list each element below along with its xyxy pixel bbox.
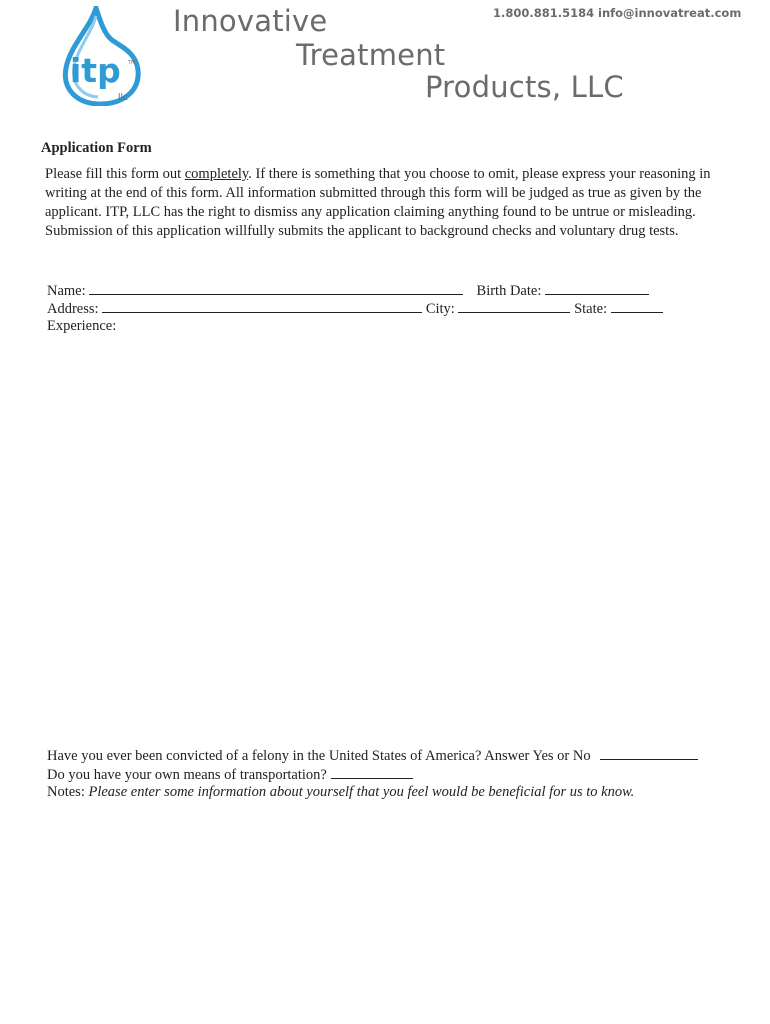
notes-row <box>47 784 634 801</box>
transport-row <box>47 765 413 784</box>
name-field[interactable] <box>89 281 463 295</box>
company-name-line3: Products, LLC <box>425 70 624 104</box>
transport-answer-field[interactable] <box>331 765 413 779</box>
email-address: info@innovatreat.com <box>598 6 742 20</box>
felony-answer-field[interactable] <box>600 746 698 760</box>
notes-label: Notes: <box>47 784 85 800</box>
transport-question: Do you have your own means of transportation? <box>47 767 327 783</box>
experience-label: Experience: <box>47 318 117 334</box>
logo-text: itp <box>70 51 121 90</box>
intro-text-rest: . If there is something that you choose to omit, please express your reasoning in writing at the end of this form. All information submitted through this form will be judged as true as given by the applicant. ITP, LLC has the right to dismiss any application claiming anything found to be untrue or misleading. Submission of this application willfully submits the applicant to background checks and voluntary drug tests. <box>45 166 711 239</box>
notes-prompt: Please enter some information about yourself that you feel would be beneficial for us to know. <box>88 784 635 800</box>
felony-row <box>47 746 698 765</box>
state-label: State: <box>574 301 608 317</box>
company-name-line1: Innovative <box>173 4 328 38</box>
address-label: Address: <box>47 301 99 317</box>
intro-text-start: Please fill this form out <box>45 166 185 182</box>
form-title: Application Form <box>41 140 152 156</box>
state-field[interactable] <box>611 299 663 313</box>
logo-subtext: llc <box>118 93 128 103</box>
company-logo <box>60 6 152 106</box>
company-name-line2: Treatment <box>296 38 446 72</box>
name-row <box>47 281 649 300</box>
logo-trademark: TM <box>128 60 136 66</box>
birth-date-field[interactable] <box>545 281 649 295</box>
city-field[interactable] <box>458 299 570 313</box>
felony-question: Have you ever been convicted of a felony in the United States of America? Answer Yes or No <box>47 748 591 764</box>
intro-paragraph <box>45 165 745 241</box>
address-field[interactable] <box>102 299 422 313</box>
birth-date-label: Birth Date: <box>476 283 542 299</box>
city-label: City: <box>425 301 455 317</box>
intro-text-underlined: completely <box>184 166 249 182</box>
name-label: Name: <box>47 283 86 299</box>
phone-number: 1.800.881.5184 <box>493 6 595 20</box>
address-row <box>47 299 663 318</box>
